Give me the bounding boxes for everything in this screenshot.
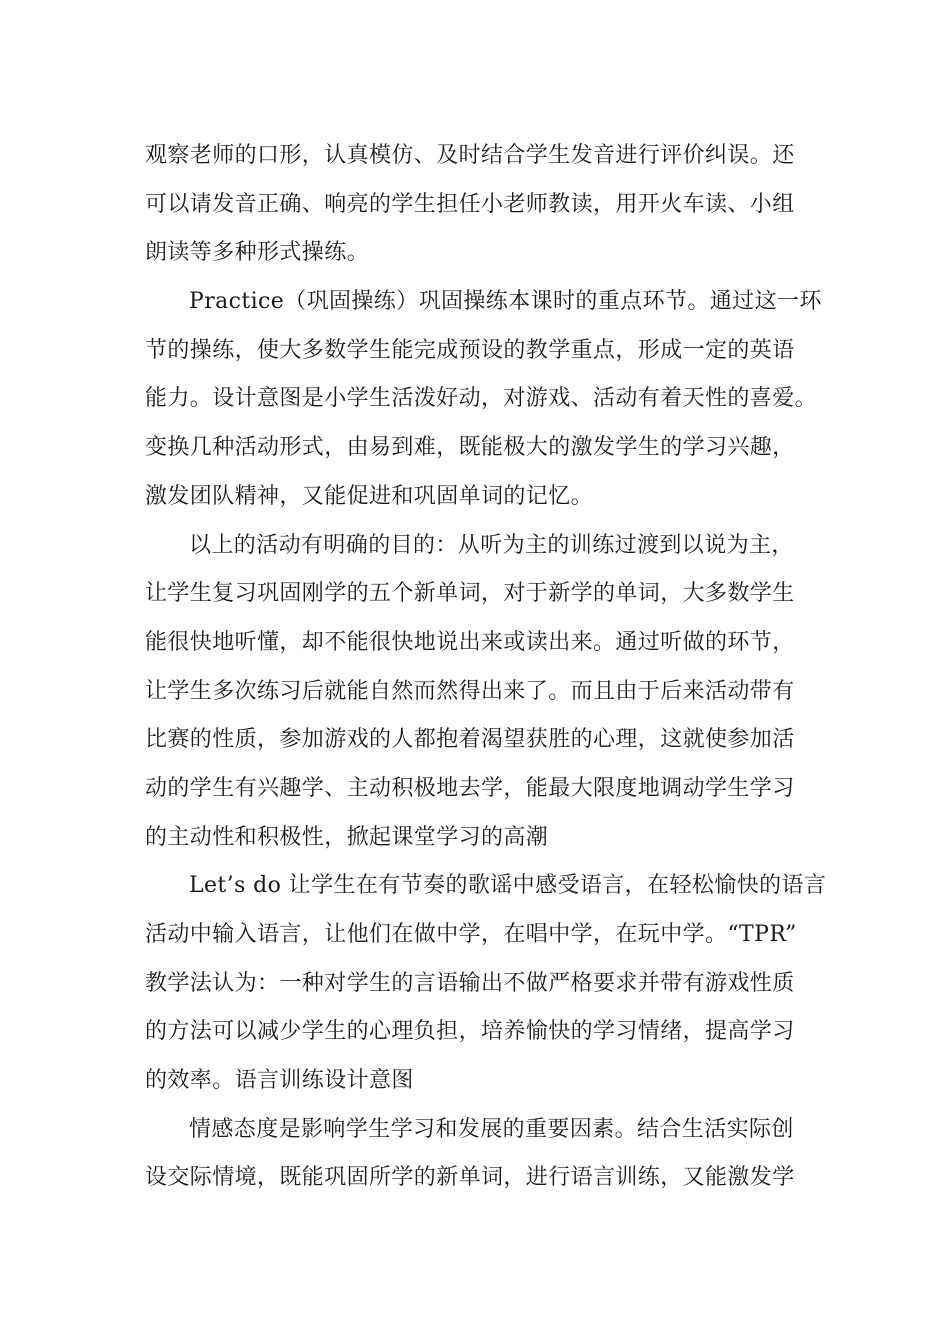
text-line: 的主动性和积极性，掀起课堂学习的高潮: [145, 824, 549, 850]
text-line: 节的操练，使大多数学生能完成预设的教学重点，形成一定的英语: [145, 337, 795, 363]
text-line: 的方法可以减少学生的心理负担，培养愉快的学习情绪，提高学习: [145, 1019, 795, 1045]
text-line: 可以请发音正确、响亮的学生担任小老师教读，用开火车读、小组: [145, 191, 795, 217]
text-line: 设交际情境，既能巩固所学的新单词，进行语言训练，又能激发学: [145, 1165, 795, 1191]
paragraph-start-line: Practice（巩固操练）巩固操练本课时的重点环节。通过这一环: [189, 289, 822, 315]
text-line: 朗读等多种形式操练。: [145, 240, 370, 266]
text-line: 能力。设计意图是小学生活泼好动，对游戏、活动有着天性的喜爱。: [145, 386, 818, 412]
text-line: 能很快地听懂，却不能很快地说出来或读出来。通过听做的环节，: [145, 629, 795, 655]
text-line: 让学生多次练习后就能自然而然得出来了。而且由于后来活动带有: [145, 678, 795, 704]
text-line: 教学法认为：一种对学生的言语输出不做严格要求并带有游戏性质: [145, 970, 795, 996]
text-line: 动的学生有兴趣学、主动积极地去学，能最大限度地调动学生学习: [145, 775, 795, 801]
text-line: 活动中输入语言，让他们在做中学，在唱中学，在玩中学。“TPR”: [145, 922, 797, 947]
body-text: [145, 132, 835, 1203]
text-line: 让学生复习巩固刚学的五个新单词，对于新学的单词，大多数学生: [145, 581, 795, 607]
text-line: 变换几种活动形式，由易到难，既能极大的激发学生的学习兴趣，: [145, 435, 795, 461]
text-line: 激发团队精神，又能促进和巩固单词的记忆。: [145, 483, 594, 509]
text-line: 的效率。语言训练设计意图: [145, 1068, 414, 1094]
paragraph-start-line: 情感态度是影响学生学习和发展的重要因素。结合生活实际创: [189, 1116, 794, 1142]
text-line: 比赛的性质，参加游戏的人都抱着渴望获胜的心理，这就使参加活: [145, 727, 795, 753]
text-line: 观察老师的口形，认真模仿、及时结合学生发音进行评价纠误。还: [145, 143, 795, 168]
paragraph-start-line: Let’s do 让学生在有节奏的歌谣中感受语言，在轻松愉快的语言: [189, 873, 827, 899]
paragraph-start-line: 以上的活动有明确的目的：从听为主的训练过渡到以说为主，: [189, 532, 794, 558]
